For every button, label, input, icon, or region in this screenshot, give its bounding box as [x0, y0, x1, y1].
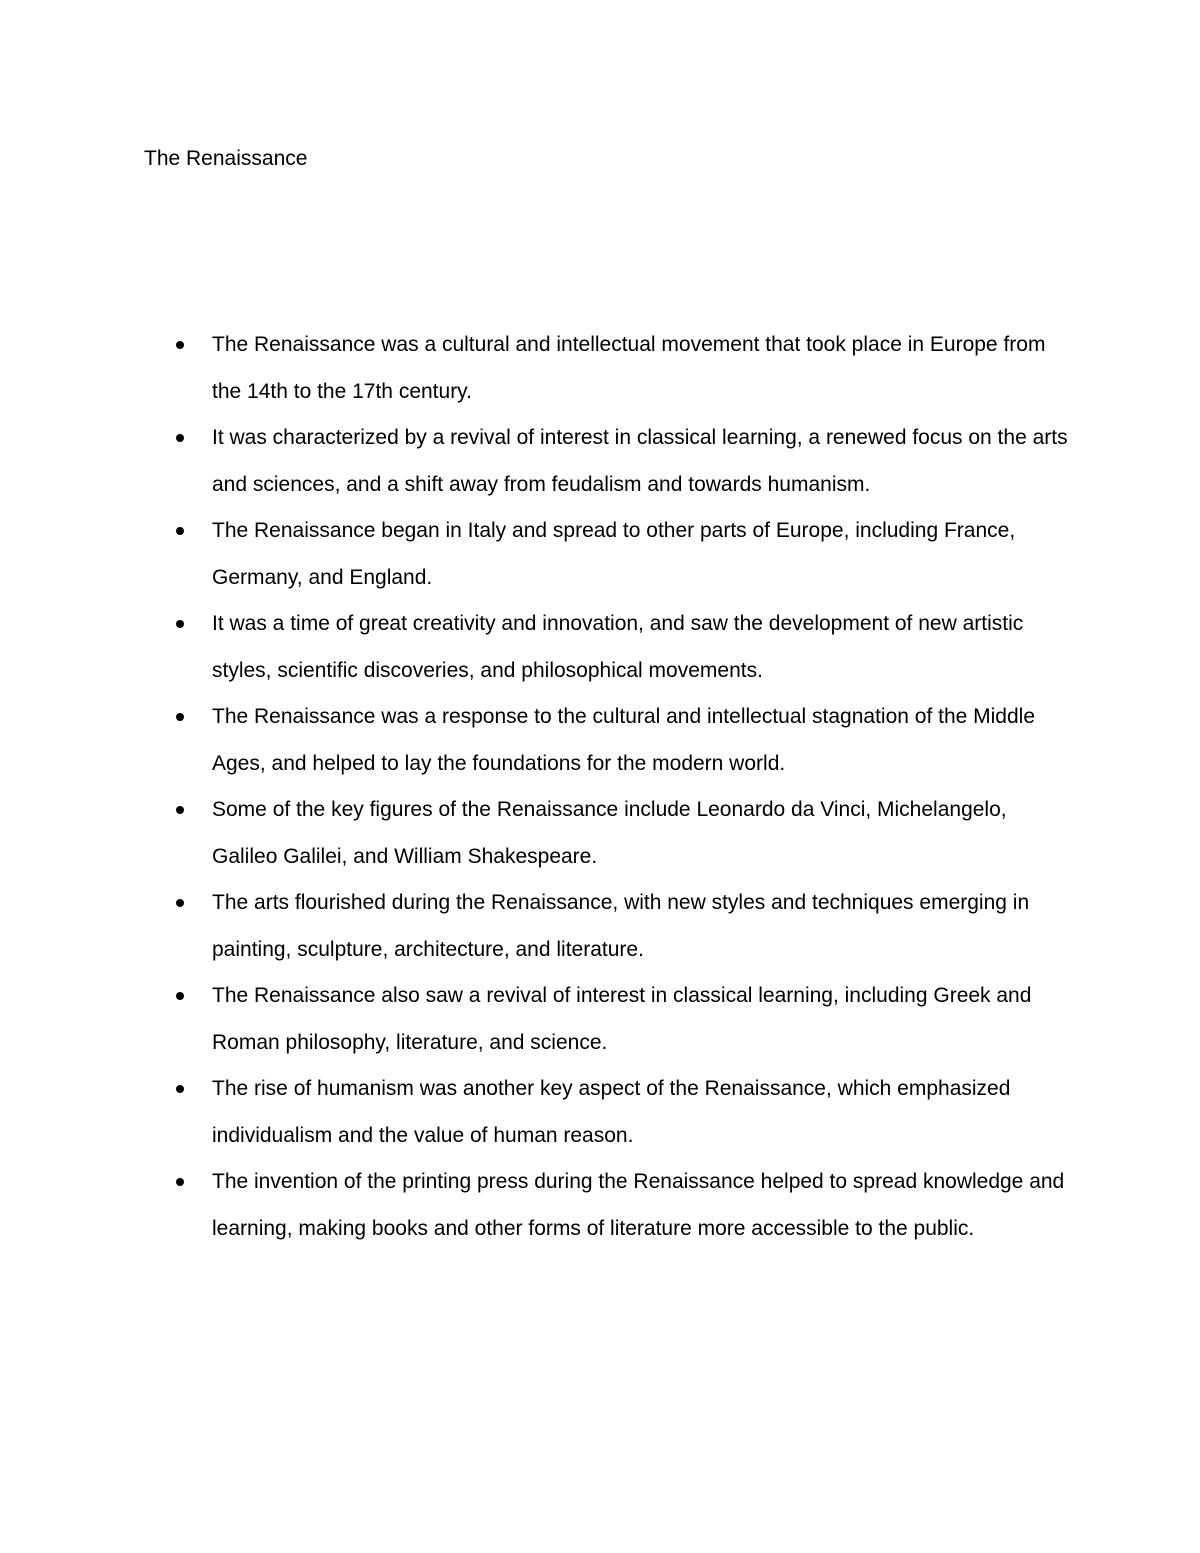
- list-item: [0, 601, 1200, 694]
- bullet-icon: [176, 620, 184, 628]
- bullet-icon: [176, 527, 184, 535]
- list-item: [0, 415, 1200, 508]
- list-item-text: The Renaissance was a response to the cultural and intellectual stagnation of the Middle Ages, and helped to lay the foundations for the modern world.: [212, 705, 1035, 775]
- list-item: [0, 694, 1200, 787]
- bullet-icon: [176, 899, 184, 907]
- list-item: [0, 880, 1200, 973]
- list-item: [0, 787, 1200, 880]
- list-item-text: It was characterized by a revival of interest in classical learning, a renewed focus on the arts and sciences, and a shift away from feudalism and towards humanism.: [212, 426, 1068, 496]
- bullet-list: [0, 322, 1200, 1252]
- list-item-text: The Renaissance also saw a revival of interest in classical learning, including Greek and Roman philosophy, literature, and science.: [212, 984, 1032, 1054]
- bullet-icon: [176, 1085, 184, 1093]
- bullet-icon: [176, 1178, 184, 1186]
- list-item-text: The Renaissance began in Italy and spread to other parts of Europe, including France, Germany, and England.: [212, 519, 1016, 589]
- list-item: [0, 1066, 1200, 1159]
- bullet-icon: [176, 713, 184, 721]
- list-item-text: The Renaissance was a cultural and intellectual movement that took place in Europe from the 14th to the 17th century.: [212, 333, 1046, 403]
- bullet-icon: [176, 992, 184, 1000]
- bullet-icon: [176, 434, 184, 442]
- list-item-text: The rise of humanism was another key aspect of the Renaissance, which emphasized individualism and the value of human reason.: [212, 1077, 1011, 1147]
- list-item: [0, 322, 1200, 415]
- list-item-text: The arts flourished during the Renaissance, with new styles and techniques emerging in painting, sculpture, architecture, and literature.: [212, 891, 1030, 961]
- list-item: [0, 973, 1200, 1066]
- document-title: The Renaissance: [144, 147, 308, 170]
- list-item: [0, 1159, 1200, 1252]
- bullet-icon: [176, 341, 184, 349]
- bullet-icon: [176, 806, 184, 814]
- list-item-text: Some of the key figures of the Renaissance include Leonardo da Vinci, Michelangelo, Galileo Galilei, and William Shakespeare.: [212, 798, 1007, 868]
- list-item-text: The invention of the printing press during the Renaissance helped to spread knowledge and learning, making books and other forms of literature more accessible to the public.: [212, 1170, 1065, 1240]
- list-item-text: It was a time of great creativity and innovation, and saw the development of new artistic styles, scientific discoveries, and philosophical movements.: [212, 612, 1024, 682]
- list-item: [0, 508, 1200, 601]
